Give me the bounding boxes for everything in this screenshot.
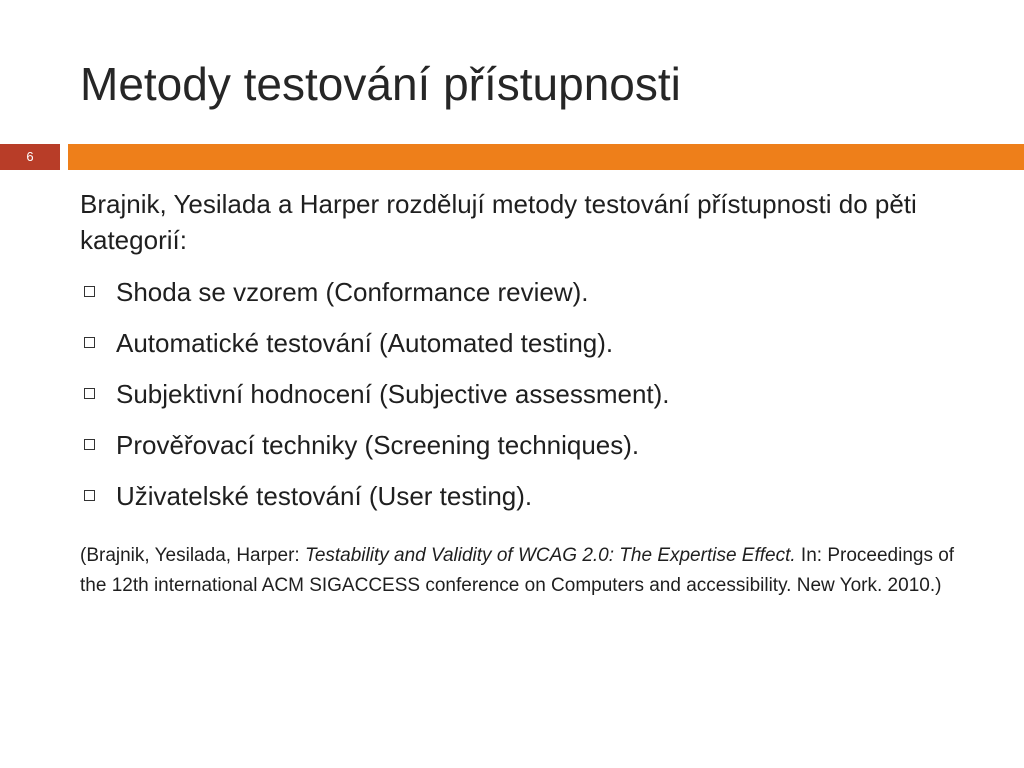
bullet-text: Uživatelské testování (User testing).	[116, 480, 533, 511]
bullet-text: Prověřovací techniky (Screening techniques).	[116, 429, 640, 460]
square-bullet-icon	[84, 286, 95, 297]
citation-title: Testability and Validity of WCAG 2.0: The Expertise Effect.	[304, 545, 796, 566]
intro-text: Brajnik, Yesilada a Harper rozdělují metody testování přístupnosti do pěti kategorií:	[80, 189, 917, 255]
slide-content	[80, 186, 980, 601]
square-bullet-icon	[84, 439, 95, 450]
list-item	[80, 470, 980, 521]
list-item	[80, 317, 980, 368]
list-item	[80, 368, 980, 419]
bullet-list	[80, 266, 980, 521]
bullet-text: Automatické testování (Automated testing).	[116, 327, 614, 358]
square-bullet-icon	[84, 388, 95, 399]
citation-prefix: (Brajnik, Yesilada, Harper:	[80, 545, 305, 566]
citation	[80, 541, 970, 601]
slide-title: Metody testování přístupnosti	[80, 58, 681, 110]
square-bullet-icon	[84, 490, 95, 501]
citation-suffix: In: Proceedings of the 12th international ACM SIGACCESS conference on Computers and accessibility. New York. 2010.)	[80, 545, 955, 596]
slide-number-badge: 6	[0, 144, 60, 170]
bullet-text: Shoda se vzorem (Conformance review).	[116, 276, 589, 307]
square-bullet-icon	[84, 337, 95, 348]
bullet-text: Subjektivní hodnocení (Subjective assessment).	[116, 378, 670, 409]
list-item	[80, 266, 980, 317]
accent-bar	[68, 144, 1024, 170]
list-item	[80, 419, 980, 470]
